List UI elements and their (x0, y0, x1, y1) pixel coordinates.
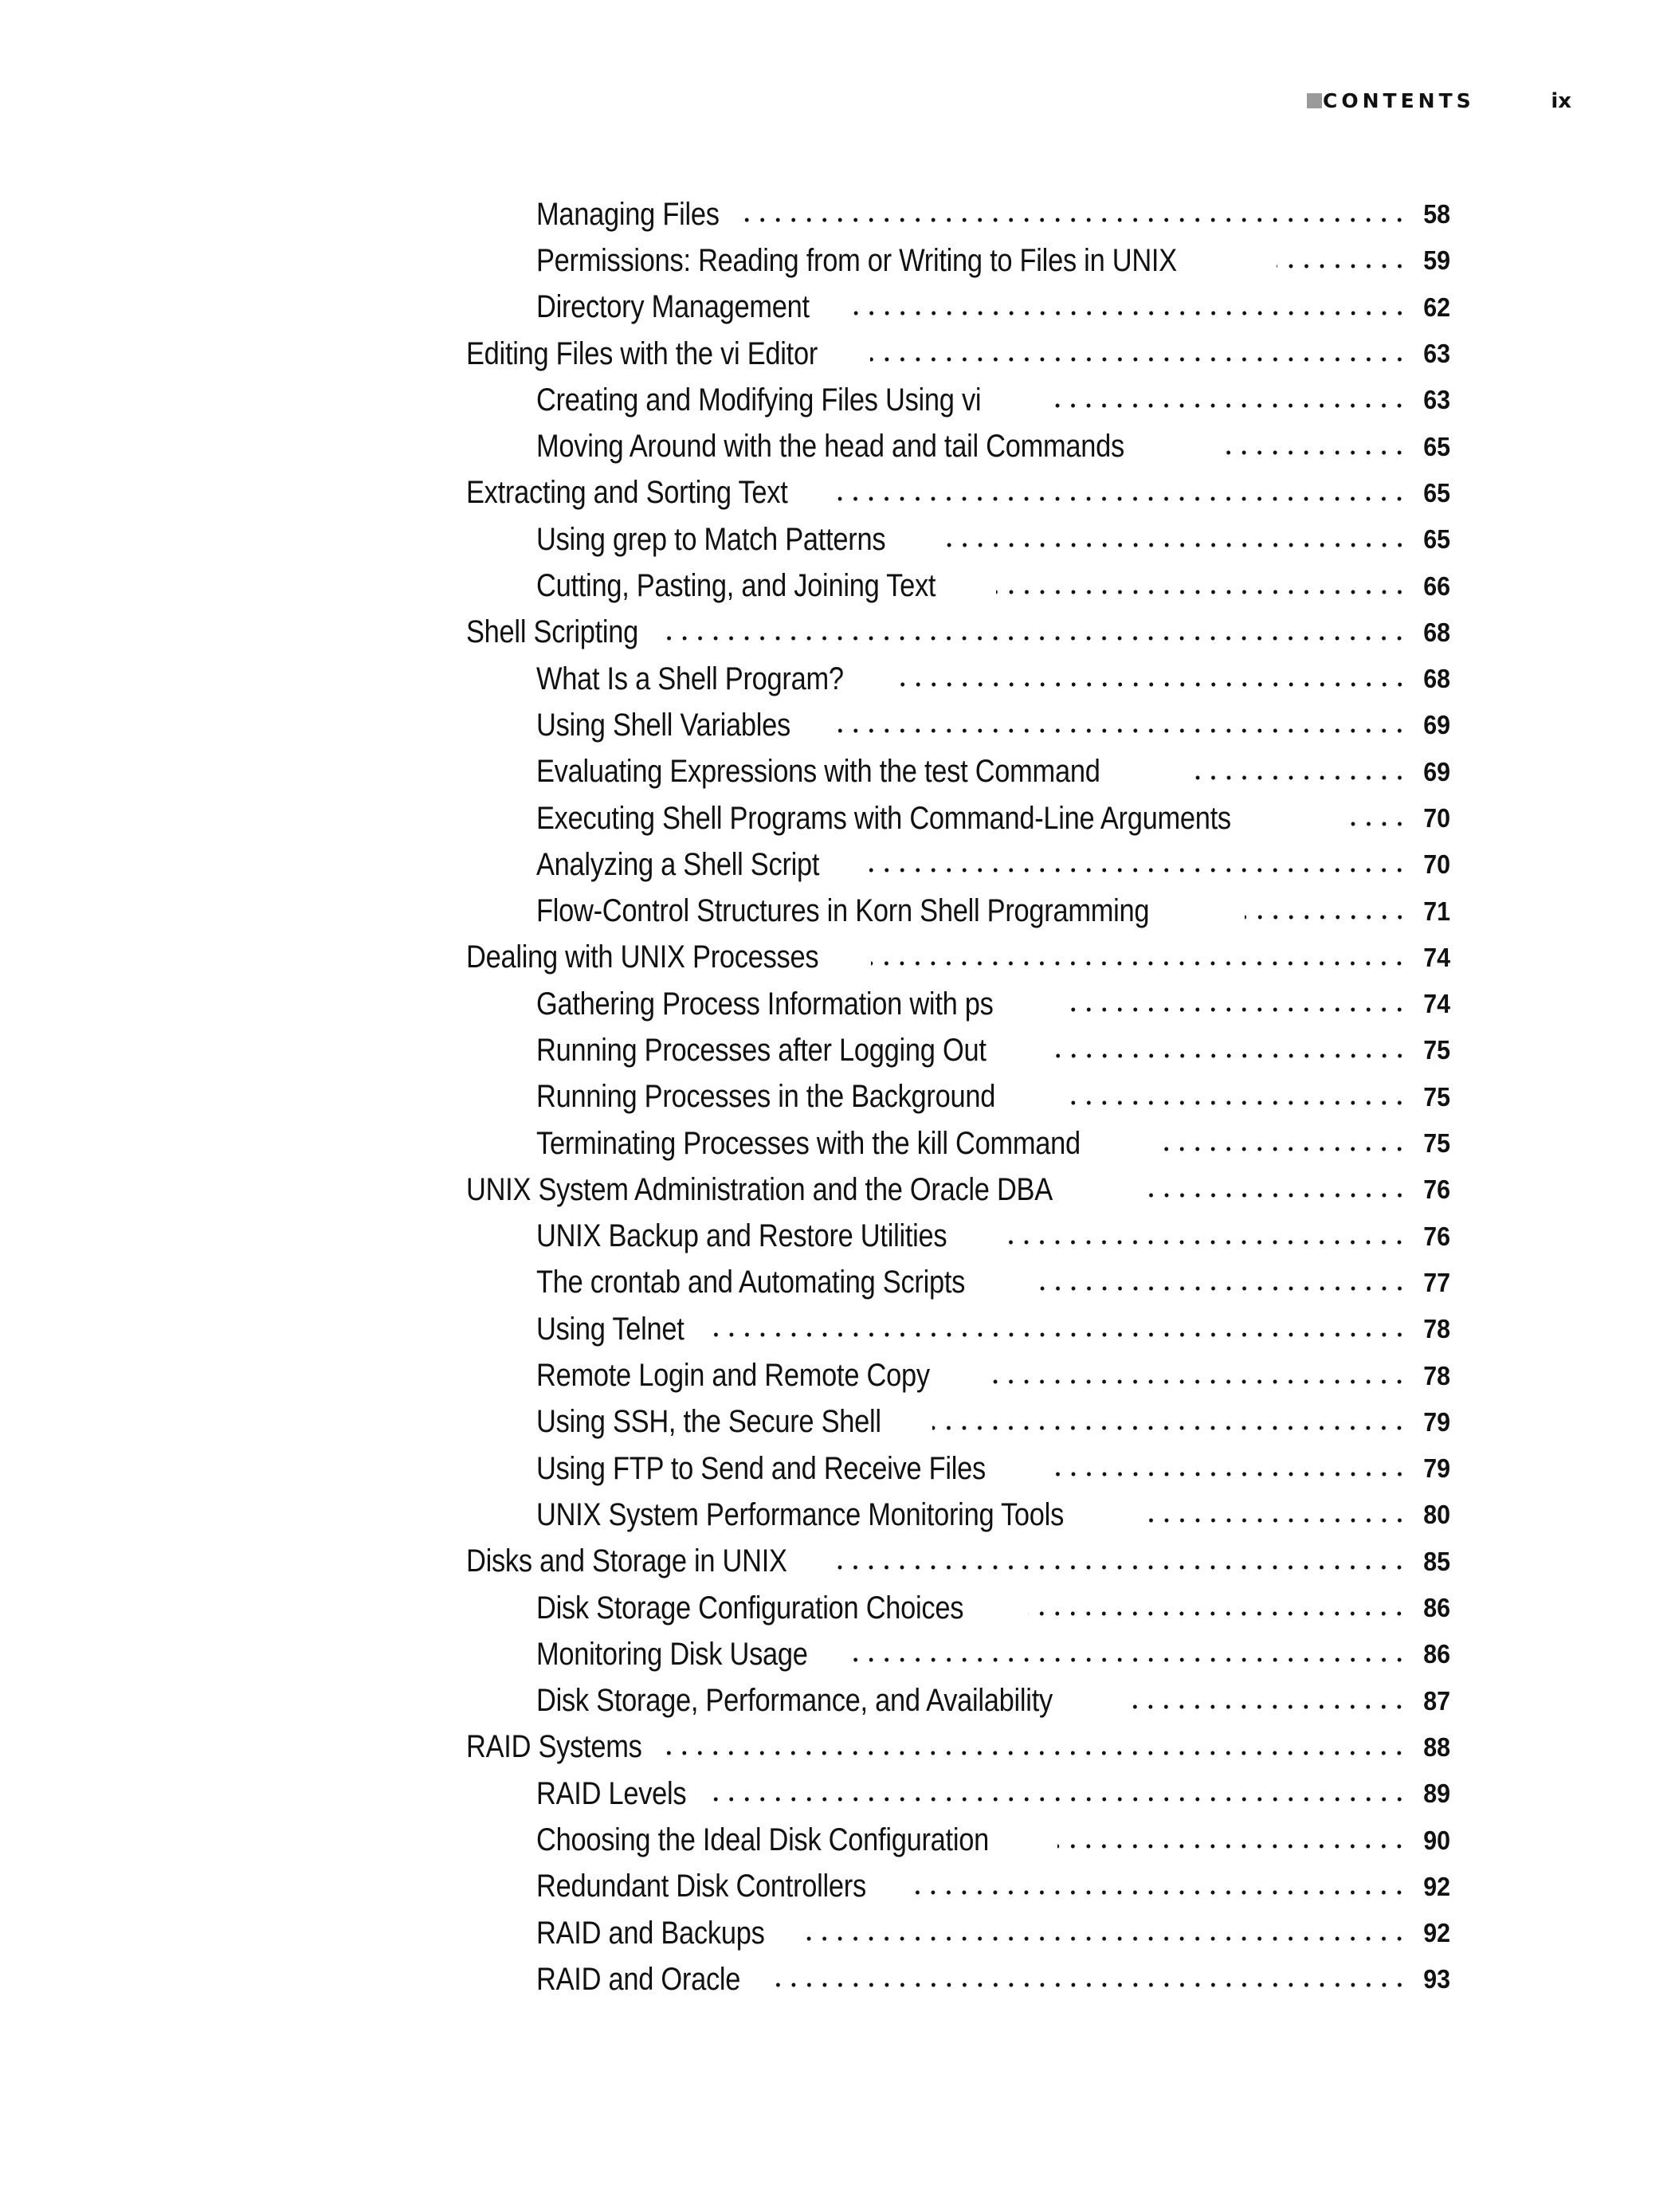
toc-entry-page: 92 (1423, 1871, 1450, 1901)
toc-entry-title: Shell Scripting (466, 614, 639, 650)
header-page-number: ix (1551, 89, 1571, 113)
dot-leader (1049, 402, 1407, 409)
toc-entry-page: 77 (1423, 1267, 1450, 1297)
toc-entry-page: 71 (1423, 896, 1450, 926)
toc-entry-page: 68 (1423, 617, 1450, 647)
toc-entry-title: The crontab and Automating Scripts (536, 1265, 966, 1300)
toc-entry-title: Dealing with UNIX Processes (466, 939, 819, 975)
toc-entry-page: 78 (1423, 1314, 1450, 1344)
toc-entry-title: UNIX System Administration and the Oracle DBA (466, 1171, 1053, 1207)
toc-entry[interactable] (466, 563, 1450, 609)
toc-entry[interactable] (466, 1027, 1450, 1073)
toc-entry-title: Choosing the Ideal Disk Configuration (536, 1822, 989, 1858)
toc-entry[interactable] (466, 1306, 1450, 1352)
dot-leader (1055, 1053, 1407, 1059)
toc-entry[interactable] (466, 191, 1450, 237)
toc-entry[interactable] (466, 1817, 1450, 1863)
dot-leader (1187, 775, 1407, 781)
dot-leader (665, 1750, 1407, 1756)
toc-entry-page: 65 (1423, 431, 1450, 461)
toc-entry-title: Using FTP to Send and Receive Files (536, 1450, 986, 1486)
dot-leader (989, 1379, 1407, 1385)
toc-entry-page: 63 (1423, 339, 1450, 369)
toc-entry[interactable] (466, 516, 1450, 563)
toc-entry-page: 69 (1423, 756, 1450, 786)
dot-leader (706, 1796, 1407, 1802)
dot-leader (915, 1889, 1407, 1896)
toc-entry-title: Using Telnet (536, 1311, 685, 1347)
toc-entry[interactable] (466, 1445, 1450, 1492)
dot-leader (744, 217, 1407, 223)
toc-entry-page: 76 (1423, 1175, 1450, 1205)
dot-leader (827, 728, 1407, 734)
toc-entry-title: RAID and Oracle (536, 1961, 741, 1997)
toc-entry[interactable] (466, 1910, 1450, 1956)
toc-entry-title: Running Processes in the Background (536, 1079, 996, 1115)
dot-leader (849, 310, 1407, 316)
dot-leader (1145, 1517, 1407, 1524)
toc-entry[interactable] (466, 1585, 1450, 1631)
toc-entry-title: Disks and Storage in UNIX (466, 1543, 787, 1579)
toc-entry[interactable] (466, 470, 1450, 516)
dot-leader (1028, 1610, 1407, 1617)
toc-entry-page: 79 (1423, 1406, 1450, 1437)
toc-entry-title: RAID Levels (536, 1775, 687, 1811)
toc-entry-title: RAID and Backups (536, 1915, 765, 1951)
dot-leader (1054, 1471, 1407, 1477)
toc-entry-title: Creating and Modifying Files Using vi (536, 382, 982, 418)
toc-entry-page: 59 (1423, 245, 1450, 276)
toc-entry[interactable] (466, 981, 1450, 1027)
header-title: CONTENTS (1323, 89, 1475, 112)
toc-entry[interactable] (466, 749, 1450, 795)
toc-entry-title: Editing Files with the vi Editor (466, 335, 818, 371)
dot-leader (871, 960, 1407, 967)
toc-entry-title: Directory Management (536, 289, 810, 325)
toc-entry[interactable] (466, 1167, 1450, 1213)
toc-entry[interactable] (466, 1678, 1450, 1724)
toc-entry-page: 75 (1423, 1081, 1450, 1112)
dot-leader (1164, 1146, 1407, 1152)
running-header (1307, 89, 1586, 116)
toc-entry[interactable] (466, 1399, 1450, 1445)
toc-entry[interactable] (466, 1864, 1450, 1910)
toc-entry-page: 70 (1423, 849, 1450, 880)
toc-entry-title: Using Shell Variables (536, 707, 791, 743)
table-of-contents (466, 191, 1450, 2003)
toc-entry-title: Monitoring Disk Usage (536, 1636, 808, 1672)
toc-entry-page: 75 (1423, 1128, 1450, 1159)
dot-leader (1057, 1843, 1407, 1849)
toc-entry-title: What Is a Shell Program? (536, 661, 844, 696)
toc-entry-title: Moving Around with the head and tail Commands (536, 429, 1124, 465)
toc-entry-page: 88 (1423, 1732, 1450, 1762)
dot-leader (797, 1936, 1407, 1942)
toc-entry[interactable] (466, 888, 1450, 934)
toc-entry-page: 93 (1423, 1964, 1450, 1994)
dot-leader (1063, 1006, 1407, 1013)
toc-entry-title: Analyzing a Shell Script (536, 846, 820, 882)
dot-leader (996, 589, 1407, 595)
toc-entry[interactable] (466, 1631, 1450, 1677)
toc-entry-page: 66 (1423, 571, 1450, 601)
dot-leader (661, 635, 1407, 641)
toc-entry[interactable] (466, 610, 1450, 656)
dot-leader (870, 356, 1407, 363)
toc-entry-title: Cutting, Pasting, and Joining Text (536, 568, 936, 604)
toc-entry-title: Executing Shell Programs with Command-Line Arguments (536, 800, 1231, 836)
toc-entry-title: Gathering Process Information with ps (536, 986, 994, 1022)
dot-leader (704, 1332, 1407, 1338)
dot-leader (1065, 1100, 1407, 1106)
toc-entry-title: Using SSH, the Secure Shell (536, 1404, 881, 1440)
toc-entry[interactable] (466, 1120, 1450, 1167)
toc-entry[interactable] (466, 284, 1450, 331)
toc-entry[interactable] (466, 1260, 1450, 1306)
toc-entry-title: Using grep to Match Patterns (536, 521, 886, 557)
toc-entry-page: 74 (1423, 942, 1450, 972)
dot-leader (834, 1564, 1407, 1571)
toc-entry-title: Disk Storage, Performance, and Availability (536, 1683, 1053, 1719)
toc-entry[interactable] (466, 1539, 1450, 1585)
toc-entry-page: 78 (1423, 1360, 1450, 1390)
toc-entry-title: Flow-Control Structures in Korn Shell Programming (536, 893, 1150, 929)
dot-leader (769, 1982, 1407, 1988)
toc-entry[interactable] (466, 1956, 1450, 2002)
toc-entry-title: Disk Storage Configuration Choices (536, 1590, 964, 1626)
dot-leader (1030, 1285, 1407, 1292)
toc-entry-page: 79 (1423, 1453, 1450, 1484)
toc-entry-page: 70 (1423, 803, 1450, 833)
dot-leader (1340, 821, 1407, 827)
toc-entry[interactable] (466, 1074, 1450, 1120)
dot-leader (835, 496, 1407, 502)
toc-entry-page: 65 (1423, 477, 1450, 508)
toc-entry-page: 58 (1423, 199, 1450, 229)
toc-entry[interactable] (466, 331, 1450, 377)
toc-entry[interactable] (466, 1771, 1450, 1817)
toc-entry-page: 90 (1423, 1825, 1450, 1855)
toc-entry-title: Managing Files (536, 196, 720, 232)
toc-entry[interactable] (466, 935, 1450, 981)
toc-entry-page: 65 (1423, 524, 1450, 555)
toc-entry-page: 76 (1423, 1221, 1450, 1251)
toc-entry-page: 86 (1423, 1639, 1450, 1669)
dot-leader (1143, 1192, 1407, 1198)
toc-entry-title: Running Processes after Logging Out (536, 1032, 987, 1068)
toc-entry-page: 80 (1423, 1500, 1450, 1530)
toc-entry-title: Terminating Processes with the kill Command (536, 1125, 1081, 1161)
toc-entry-title: Remote Login and Remote Copy (536, 1358, 930, 1394)
toc-entry-title: RAID Systems (466, 1729, 642, 1765)
dot-leader (1277, 263, 1407, 269)
toc-entry[interactable] (466, 795, 1450, 841)
toc-entry[interactable] (466, 1492, 1450, 1538)
toc-entry[interactable] (466, 1352, 1450, 1398)
toc-entry[interactable] (466, 656, 1450, 702)
toc-entry-page: 86 (1423, 1593, 1450, 1623)
toc-entry-title: Extracting and Sorting Text (466, 475, 788, 511)
dot-leader (1132, 1704, 1407, 1710)
toc-entry-page: 62 (1423, 292, 1450, 322)
toc-entry-title: Permissions: Reading from or Writing to Files in UNIX (536, 242, 1177, 278)
toc-entry-page: 75 (1423, 1035, 1450, 1065)
dot-leader (1215, 449, 1407, 456)
toc-entry[interactable] (466, 841, 1450, 888)
toc-entry-page: 68 (1423, 664, 1450, 694)
toc-entry-page: 89 (1423, 1779, 1450, 1809)
dot-leader (861, 867, 1407, 873)
dot-leader (932, 1425, 1407, 1431)
toc-entry[interactable] (466, 377, 1450, 423)
toc-entry[interactable] (466, 1214, 1450, 1260)
toc-entry-page: 87 (1423, 1685, 1450, 1716)
toc-entry[interactable] (466, 702, 1450, 748)
toc-entry-page: 92 (1423, 1918, 1450, 1948)
toc-entry-page: 74 (1423, 989, 1450, 1019)
toc-entry[interactable] (466, 237, 1450, 284)
toc-entry-title: Redundant Disk Controllers (536, 1869, 866, 1904)
dot-leader (1245, 914, 1407, 920)
dot-leader (938, 542, 1407, 548)
toc-entry-page: 63 (1423, 385, 1450, 415)
toc-entry[interactable] (466, 423, 1450, 469)
toc-entry-title: Evaluating Expressions with the test Command (536, 754, 1100, 790)
dot-leader (847, 1657, 1407, 1663)
toc-entry[interactable] (466, 1724, 1450, 1771)
header-square-icon (1307, 93, 1322, 108)
toc-entry-title: UNIX System Performance Monitoring Tools (536, 1496, 1065, 1532)
dot-leader (889, 681, 1407, 688)
toc-entry-page: 85 (1423, 1546, 1450, 1576)
toc-entry-page: 69 (1423, 710, 1450, 740)
dot-leader (1009, 1239, 1407, 1245)
toc-entry-title: UNIX Backup and Restore Utilities (536, 1218, 947, 1254)
